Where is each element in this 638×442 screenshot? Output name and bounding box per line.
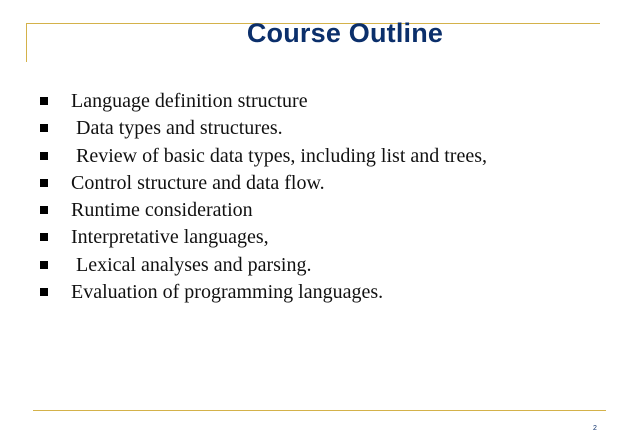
bullet-item (40, 224, 269, 251)
bullet-item (40, 88, 308, 115)
bullet-text: Language definition structure (71, 90, 308, 112)
bullet-item (40, 170, 325, 197)
square-bullet-icon (40, 206, 48, 214)
square-bullet-icon (40, 233, 48, 241)
bullet-text: Data types and structures. (71, 117, 283, 140)
bullet-item (40, 279, 384, 306)
bullet-text: Review of basic data types, including list and trees, (71, 144, 488, 167)
bullet-list (40, 88, 488, 306)
page-number: 2 (593, 425, 597, 432)
square-bullet-icon (40, 152, 48, 160)
bullet-text: Runtime consideration (71, 199, 253, 222)
bullet-item (40, 143, 488, 170)
square-bullet-icon (40, 261, 48, 269)
square-bullet-icon (40, 179, 48, 187)
slide-title: Course Outline (246, 18, 444, 48)
square-bullet-icon (40, 288, 48, 296)
bullet-item (40, 252, 312, 279)
bullet-text: Lexical analyses and parsing. (71, 253, 312, 276)
square-bullet-icon (40, 124, 48, 132)
bullet-item (40, 197, 253, 224)
bullet-text: Control structure and data flow. (71, 171, 325, 194)
square-bullet-icon (40, 97, 48, 105)
bullet-item (40, 115, 283, 142)
bottom-divider (33, 410, 606, 411)
bullet-text: Evaluation of programming languages. (71, 281, 384, 304)
bullet-text: Interpretative languages, (71, 226, 269, 249)
